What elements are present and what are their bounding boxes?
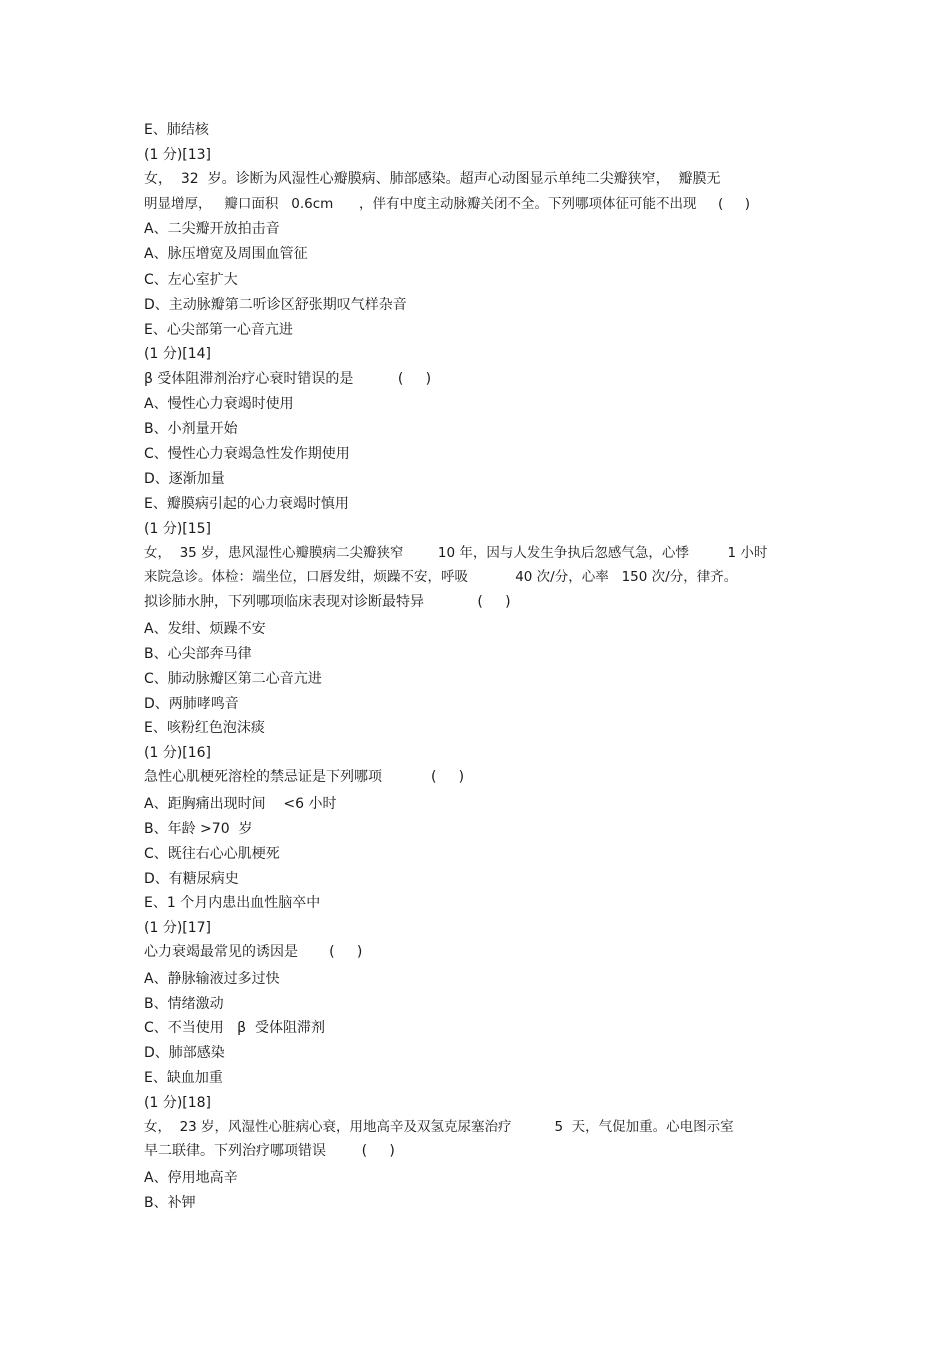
text-line: (1 分)[13] bbox=[144, 147, 212, 163]
text-line: D、主动脉瓣第二听诊区舒张期叹气样杂音 bbox=[144, 297, 407, 313]
text-line: A、慢性心力衰竭时使用 bbox=[144, 396, 294, 412]
text-line: A、二尖瓣开放拍击音 bbox=[144, 221, 280, 237]
text-line: D、两肺哮鸣音 bbox=[144, 696, 239, 712]
text-line: A、距胸痛出现时间 <6 小时 bbox=[144, 796, 337, 812]
text-line: E、肺结核 bbox=[144, 122, 209, 138]
text-line: 早二联律。下列治疗哪项错误 ( ) bbox=[144, 1143, 395, 1159]
text-line: (1 分)[16] bbox=[144, 745, 212, 761]
text-line: A、脉压增宽及周围血管征 bbox=[144, 246, 308, 262]
text-line: E、心尖部第一心音亢进 bbox=[144, 322, 293, 338]
text-line: B、小剂量开始 bbox=[144, 421, 238, 437]
text-line: 心力衰竭最常见的诱因是 ( ) bbox=[144, 944, 363, 960]
text-line: 急性心肌梗死溶栓的禁忌证是下列哪项 ( ) bbox=[144, 769, 465, 785]
text-line: 女， 35 岁，患风湿性心瓣膜病二尖瓣狭窄 10 年，因与人发生争执后忽感气急，心悸 1 小时 bbox=[144, 545, 768, 561]
text-line: D、肺部感染 bbox=[144, 1045, 225, 1061]
text-line: C、既往右心心肌梗死 bbox=[144, 846, 280, 862]
text-line: B、情绪激动 bbox=[144, 996, 224, 1012]
text-line: 来院急诊。体检：端坐位，口唇发绀，烦躁不安，呼吸 40 次/分，心率 150 次/分，律齐。 bbox=[144, 569, 738, 585]
text-line: A、停用地高辛 bbox=[144, 1170, 238, 1186]
text-line: 明显增厚， 瓣口面积 0.6cm ，伴有中度主动脉瓣关闭不全。下列哪项体征可能不出现 ( ) bbox=[144, 196, 750, 212]
text-line: (1 分)[18] bbox=[144, 1095, 212, 1111]
text-line: B、年龄 >70 岁 bbox=[144, 821, 253, 837]
text-line: A、静脉输液过多过快 bbox=[144, 971, 280, 987]
text-line: β 受体阻滞剂治疗心衰时错误的是 ( ) bbox=[144, 371, 432, 387]
text-line: (1 分)[15] bbox=[144, 521, 212, 537]
text-line: D、有糖尿病史 bbox=[144, 871, 239, 887]
text-line: B、心尖部奔马律 bbox=[144, 646, 252, 662]
text-line: E、咳粉红色泡沫痰 bbox=[144, 720, 265, 736]
text-line: C、不当使用 β 受体阻滞剂 bbox=[144, 1020, 325, 1036]
text-line: 女， 23 岁，风湿性心脏病心衰，用地高辛及双氢克尿塞治疗 5 天，气促加重。心电图示室 bbox=[144, 1119, 734, 1135]
text-line: E、缺血加重 bbox=[144, 1070, 223, 1086]
text-line: 女， 32 岁。诊断为风湿性心瓣膜病、肺部感染。超声心动图显示单纯二尖瓣狭窄， 瓣膜无 bbox=[144, 171, 721, 187]
text-line: C、左心室扩大 bbox=[144, 272, 238, 288]
text-line: C、慢性心力衰竭急性发作期使用 bbox=[144, 446, 350, 462]
text-line: C、肺动脉瓣区第二心音亢进 bbox=[144, 671, 322, 687]
text-line: D、逐渐加量 bbox=[144, 471, 225, 487]
text-line: (1 分)[14] bbox=[144, 346, 212, 362]
text-line: (1 分)[17] bbox=[144, 920, 212, 936]
text-line: E、瓣膜病引起的心力衰竭时慎用 bbox=[144, 496, 349, 512]
text-line: E、1 个月内患出血性脑卒中 bbox=[144, 895, 321, 911]
text-line: A、发绀、烦躁不安 bbox=[144, 621, 266, 637]
text-line: 拟诊肺水肿，下列哪项临床表现对诊断最特异 ( ) bbox=[144, 594, 511, 610]
text-line: B、补钾 bbox=[144, 1195, 196, 1211]
